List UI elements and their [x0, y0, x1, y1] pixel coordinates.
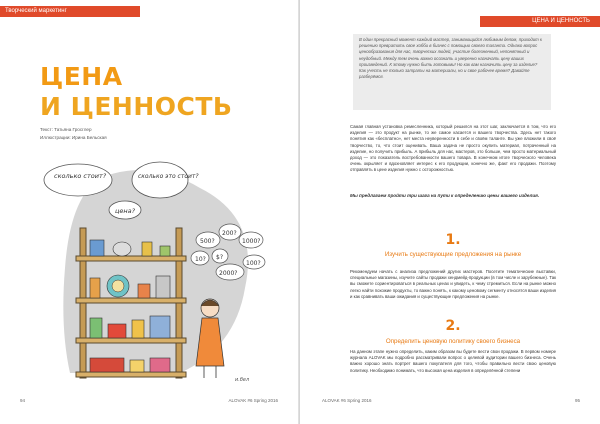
- body-paragraph-2: Рекомендуем начать с анализа предложений других мастеров. Посетите тематические выставки, специальные магазины, изучите сайты продажи хендмейд-продукции (в том числе и зарубежные). Так вы сможете сориентироваться в реальных ценах и увидеть, к чему стремиться. Если на рынке можно легко найти похожие продукты, то важно понять, к какому ценовому сегменту относятся ваши изделия и как сравнивать ваши ожидания и существующие предложения на рынке.: [350, 269, 556, 299]
- bubble-1: [44, 164, 112, 196]
- illustrator-credit: Иллюстрации: Ирина Бельская: [40, 135, 107, 140]
- bubble-text-3: цена?: [115, 207, 136, 215]
- price-text-3: 1000?: [242, 238, 261, 245]
- footer-right: [300, 398, 600, 408]
- page-number-right: 95: [574, 398, 580, 403]
- title-line-2: И ЦЕННОСТЬ: [40, 92, 233, 121]
- shelf-illustration: [30, 148, 280, 388]
- credits: [40, 126, 107, 142]
- page-number-left: 94: [20, 398, 26, 403]
- price-text-7: 100?: [246, 260, 261, 267]
- title-line-1: ЦЕНА: [40, 62, 123, 91]
- magazine-issue-left: ALOVAK #6 Spring 2016: [228, 398, 278, 403]
- section-label-right: ЦЕНА И ЦЕННОСТЬ: [480, 16, 600, 27]
- shelf-items-bottom: [90, 358, 170, 372]
- article-title: [40, 62, 232, 122]
- bubble-2: [132, 162, 188, 198]
- price-text-4: 10?: [195, 256, 206, 263]
- price-text-5: $?: [216, 254, 224, 261]
- price-text-1: 500?: [200, 238, 215, 245]
- footer-left: [0, 398, 300, 408]
- price-text-6: 2000?: [219, 270, 238, 277]
- lead-text: Мы предлагаем пройти три шага на пути к определению цены вашего изделия.: [350, 193, 540, 198]
- magazine-issue-right: ALOVAK #6 Spring 2016: [322, 398, 372, 403]
- intro-box: В один прекрасный момент каждый мастер, занимающийся любимым делом, приходит к решению превратить свое хобби в бизнес с помощью своего таланта. Однако вопрос ценообразования для нас, творческих людей, участие болезненный, непонятный и неудобный. Между тем очень важно осознать и уверенно назначать цену ваших произведений. К этому нужно быть готовыми! Но как вам назначить цену за изделие? Как учесть не только затраты на материалы, но и свое рабочее время? Давайте разберёмся.: [353, 34, 551, 110]
- body-paragraph-3: На данном этапе нужно определить, каким образом вы будете вести свои продажи. В первом номере журнала ALOVAK мы подробно рассматривали вопрос о целевой аудитории вашего бизнеса. Очень важно хорошо знать портрет вашего покупателя для того, чтобы правильно вести свою ценовую политику. Необходимо понимать, что высокая цена изделия в определённой степени: [350, 349, 556, 373]
- step-2-number: 2.: [445, 318, 461, 334]
- body-paragraph-1: Самая главная установка ремесленника, который решился на этот шаг, заключается в том, что его изделия — это продукт на рынке, то же самое касается и вашего творчества. Здесь нет такого понятия как «бесплатно», нет места неуверенности в себе и своём таланте. Вы уже вложили в своё творчество, то, что стоит оценивать. Ваша задача не просто окупить материал, потраченный на изделие, но получить прибыль. А прибыль для нас, мастеров, это больше, чем просто материальный доход — это показатель востребованности вашего товара. В конечном итоге творческого человека очень окрыляет и вдохновляет интерес к его продукции, конечно же, факт его продажи. Поэтому отправлять в цене изделия нужно с осторожностью.: [350, 124, 556, 173]
- step-1-number: 1.: [445, 232, 461, 248]
- step-1-heading: Изучить существующие предложения на рынке: [384, 251, 522, 258]
- section-label-left: Творческий маркетинг: [0, 6, 140, 17]
- price-text-2: 200?: [222, 230, 237, 237]
- illustration-signature: и.бел: [235, 377, 250, 383]
- bubble-text-1: сколько стоит?: [54, 172, 107, 180]
- step-2-heading: Определить ценовую политику своего бизнеса: [385, 338, 521, 345]
- bubble-text-2: сколько это стоит?: [138, 173, 199, 180]
- author-credit: Текст: Татьяна Гросглер: [40, 127, 92, 132]
